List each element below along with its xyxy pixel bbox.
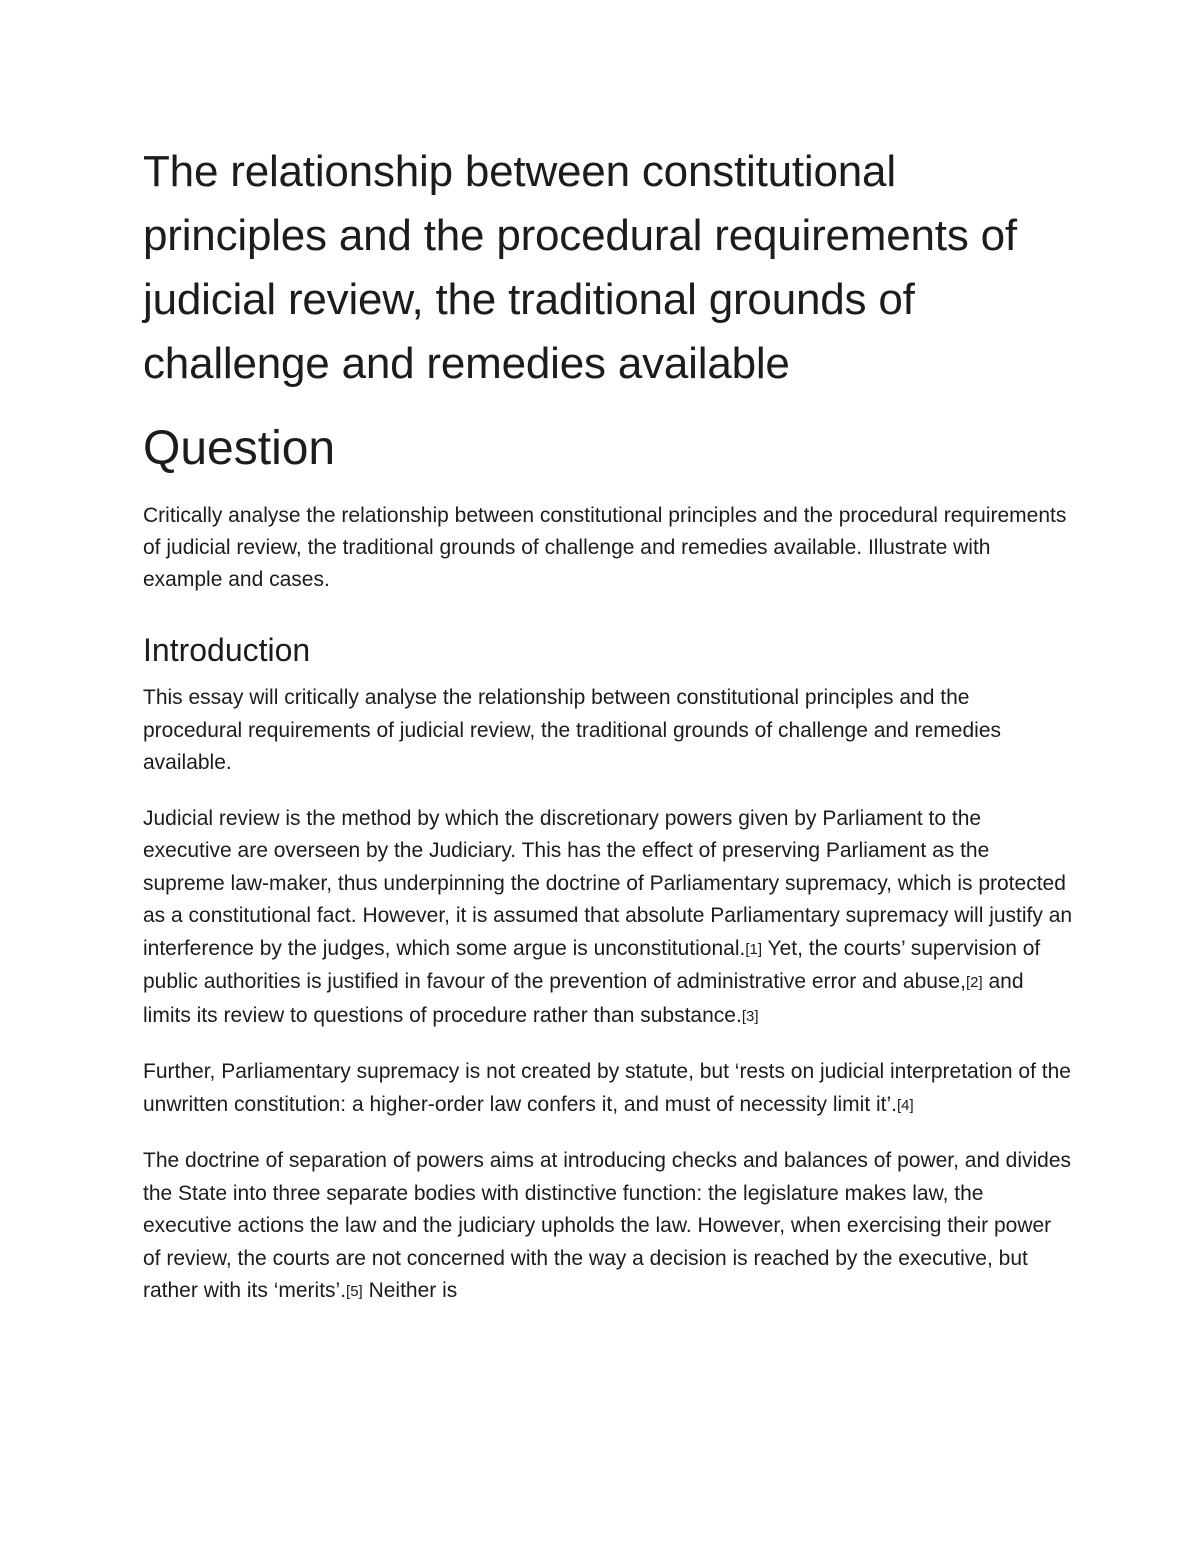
intro-paragraph-2 [143,803,1073,1034]
document-page [143,140,1073,1309]
paragraph-text: Yet, the courts’ supervision of public authorities is justified in favour of the prevention of administrative error and abuse, [143,936,1041,993]
paragraph-text: The doctrine of separation of powers aims at introducing checks and balances of power, and divides the State into three separate bodies with distinctive function: the legislature makes law, the executive actions the law and the judiciary upholds the law. However, when exercising their power of review, the courts are not concerned with the way a decision is reached by the executive, but rather with its ‘merits’. [143,1149,1072,1302]
footnote-link-1[interactable]: [1] [745,940,763,958]
footnote-link-5[interactable]: [5] [346,1283,363,1300]
footnote-link-3[interactable]: [3] [741,1007,759,1025]
paragraph-text: Judicial review is the method by which the discretionary powers given by Parliament to the executive are overseen by the Judiciary. This has the effect of preserving Parliament as the supreme law-maker, thus underpinning the doctrine of Parliamentary supremacy, which is protected as a constitutional fact. However, it is assumed that absolute Parliamentary supremacy will justify an interference by the judges, which some argue is unconstitutional. [143,806,1073,960]
intro-paragraph-3 [143,1056,1073,1122]
question-heading: Question [143,422,336,475]
introduction-heading: Introduction [143,632,311,668]
question-text: Critically analyse the relationship between constitutional principles and the procedural requirements of judicial review, the traditional grounds of challenge and remedies available. Illustrate with example and cases. [143,504,1067,591]
paragraph-text: Neither is [362,1279,458,1302]
footnote-link-4[interactable]: [4] [897,1096,914,1114]
paragraph-text: Further, Parliamentary supremacy is not created by statute, but ‘rests on judicial interpretation of the unwritten constitution: a higher-order law confers it, and must of necessity limit it’. [143,1060,1071,1116]
document-title: The relationship between constitutional principles and the procedural requirements of judicial review, the traditional grounds of challenge and remedies available [143,147,1017,388]
intro-paragraph-1: This essay will critically analyse the relationship between constitutional principles and the procedural requirements of judicial review, the traditional grounds of challenge and remedies available. [143,686,1001,774]
paragraph-text: and limits its review to questions of procedure rather than substance. [143,970,1024,1027]
footnote-link-2[interactable]: [2] [965,974,983,991]
intro-paragraph-4 [143,1145,1073,1309]
